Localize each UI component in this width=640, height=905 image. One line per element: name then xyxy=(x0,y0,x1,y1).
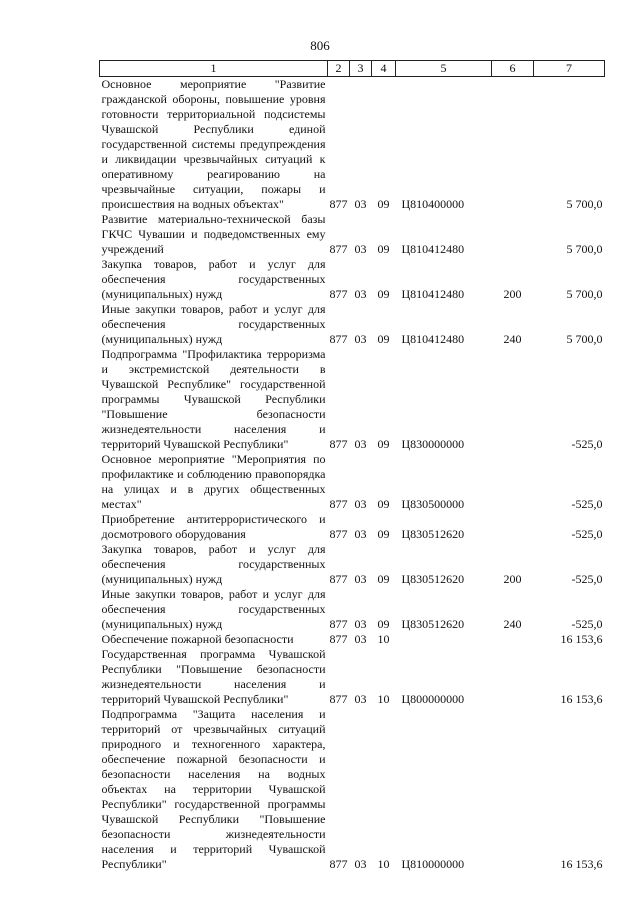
row-amount: 5 700,0 xyxy=(566,197,603,211)
row-grbs: 877 xyxy=(329,287,348,301)
row-grbs: 877 xyxy=(329,572,348,586)
row-subsection: 09 xyxy=(377,437,390,451)
page-number: 806 xyxy=(310,38,330,53)
row-name: Основное мероприятие "Развитие гражданской обороны, повышение уровня готовности территориальной подсистемы Чувашской Республики единой государственной системы предупреждения и ликвидации чрезвычайных ситуаций к оперативному реагированию на чрезвычайные ситуации, пожары и происшествия на водных объектах" xyxy=(101,77,326,211)
row-target-article: Ц810412480 xyxy=(401,242,465,256)
table-row xyxy=(100,647,605,707)
row-grbs: 877 xyxy=(329,617,348,631)
row-target-article: Ц830512620 xyxy=(401,617,465,631)
row-grbs: 877 xyxy=(329,527,348,541)
table-row xyxy=(100,512,605,542)
row-section: 03 xyxy=(354,437,367,451)
row-subsection: 09 xyxy=(377,197,390,211)
row-subsection: 10 xyxy=(377,857,390,871)
row-grbs: 877 xyxy=(329,692,348,706)
row-amount: -525,0 xyxy=(571,437,603,451)
row-name: Подпрограмма "Профилактика терроризма и экстремистской деятельности в Чувашской Республике" государственной программы Чувашской Республики "Повышение безопасности жизнедеятельности населения и территорий Чувашской Республики" xyxy=(101,347,326,451)
row-expense-type: 240 xyxy=(503,617,522,631)
row-grbs: 877 xyxy=(329,632,348,646)
row-grbs: 877 xyxy=(329,497,348,511)
row-subsection: 09 xyxy=(377,527,390,541)
row-subsection: 10 xyxy=(377,632,390,646)
row-name: Развитие материально-технической базы ГКЧС Чувашии и подведомственных ему учреждений xyxy=(101,212,326,256)
row-grbs: 877 xyxy=(329,242,348,256)
row-expense-type xyxy=(492,707,534,872)
row-section: 03 xyxy=(354,497,367,511)
row-expense-type xyxy=(492,632,534,647)
row-subsection: 10 xyxy=(377,692,390,706)
row-name: Подпрограмма "Защита населения и территорий от чрезвычайных ситуаций природного и техногенного характера, обеспечение пожарной безопасности и безопасности населения на водных объектах на территории Чувашской Республики" государственной программы Чувашской Республики "Повышение безопасности жизнедеятельности населения и территорий Чувашской Республики" xyxy=(101,707,326,871)
row-amount: -525,0 xyxy=(571,527,603,541)
row-grbs: 877 xyxy=(329,857,348,871)
row-target-article: Ц830512620 xyxy=(401,572,465,586)
row-amount: 5 700,0 xyxy=(566,332,603,346)
row-target-article: Ц810400000 xyxy=(401,197,465,211)
table-body xyxy=(100,77,605,873)
table-row xyxy=(100,587,605,632)
row-target-article: Ц810412480 xyxy=(401,287,465,301)
row-expense-type xyxy=(492,512,534,542)
row-expense-type xyxy=(492,647,534,707)
row-subsection: 09 xyxy=(377,287,390,301)
row-expense-type xyxy=(492,77,534,213)
row-section: 03 xyxy=(354,617,367,631)
header-col-3: 3 xyxy=(350,61,372,77)
row-grbs: 877 xyxy=(329,197,348,211)
row-subsection: 09 xyxy=(377,572,390,586)
header-col-2: 2 xyxy=(328,61,350,77)
row-target-article: Ц810412480 xyxy=(401,332,465,346)
row-amount: 16 153,6 xyxy=(560,632,603,646)
row-expense-type xyxy=(492,452,534,512)
row-target-article: Ц830000000 xyxy=(401,437,465,451)
row-target-article: Ц830500000 xyxy=(401,497,465,511)
row-target-article: Ц810000000 xyxy=(401,857,465,871)
header-col-7: 7 xyxy=(534,61,605,77)
row-subsection: 09 xyxy=(377,497,390,511)
row-name: Государственная программа Чувашской Республики "Повышение безопасности жизнедеятельности населения и территорий Чувашской Республики" xyxy=(101,647,326,706)
header-col-4: 4 xyxy=(372,61,396,77)
row-expense-type xyxy=(492,212,534,257)
row-target-article: Ц800000000 xyxy=(401,692,465,706)
row-grbs: 877 xyxy=(329,437,348,451)
table-row xyxy=(100,542,605,587)
table-row xyxy=(100,707,605,872)
table-row xyxy=(100,77,605,213)
row-subsection: 09 xyxy=(377,332,390,346)
row-amount: 16 153,6 xyxy=(560,692,603,706)
header-col-5: 5 xyxy=(396,61,492,77)
header-col-6: 6 xyxy=(492,61,534,77)
row-amount: 16 153,6 xyxy=(560,857,603,871)
row-name: Закупка товаров, работ и услуг для обеспечения государственных (муниципальных) нужд xyxy=(101,542,326,586)
row-amount: -525,0 xyxy=(571,572,603,586)
table-row xyxy=(100,452,605,512)
row-amount: 5 700,0 xyxy=(566,242,603,256)
row-target-article xyxy=(396,632,492,647)
table-row xyxy=(100,257,605,302)
row-section: 03 xyxy=(354,287,367,301)
table-row xyxy=(100,302,605,347)
row-section: 03 xyxy=(354,857,367,871)
row-section: 03 xyxy=(354,332,367,346)
row-name: Приобретение антитеррористического и досмотрового оборудования xyxy=(101,512,326,541)
row-amount: 5 700,0 xyxy=(566,287,603,301)
row-section: 03 xyxy=(354,692,367,706)
column-number-header xyxy=(100,61,605,77)
table-row xyxy=(100,212,605,257)
row-expense-type: 200 xyxy=(503,287,522,301)
row-name: Закупка товаров, работ и услуг для обеспечения государственных (муниципальных) нужд xyxy=(101,257,326,301)
row-name: Основное мероприятие "Мероприятия по профилактике и соблюдению правопорядка на улицах и в других общественных местах" xyxy=(101,452,326,511)
row-name: Обеспечение пожарной безопасности xyxy=(101,632,294,646)
row-subsection: 09 xyxy=(377,617,390,631)
row-section: 03 xyxy=(354,632,367,646)
row-amount: -525,0 xyxy=(571,497,603,511)
table-row xyxy=(100,632,605,647)
row-grbs: 877 xyxy=(329,332,348,346)
row-subsection: 09 xyxy=(377,242,390,256)
row-section: 03 xyxy=(354,572,367,586)
row-section: 03 xyxy=(354,527,367,541)
row-section: 03 xyxy=(354,242,367,256)
row-amount: -525,0 xyxy=(571,617,603,631)
row-target-article: Ц830512620 xyxy=(401,527,465,541)
row-name: Иные закупки товаров, работ и услуг для обеспечения государственных (муниципальных) нужд xyxy=(101,587,326,631)
row-expense-type xyxy=(492,347,534,452)
row-expense-type: 240 xyxy=(503,332,522,346)
row-expense-type: 200 xyxy=(503,572,522,586)
row-section: 03 xyxy=(354,197,367,211)
header-col-1: 1 xyxy=(100,61,328,77)
row-name: Иные закупки товаров, работ и услуг для обеспечения государственных (муниципальных) нужд xyxy=(101,302,326,346)
table-row xyxy=(100,347,605,452)
budget-table xyxy=(99,60,605,872)
